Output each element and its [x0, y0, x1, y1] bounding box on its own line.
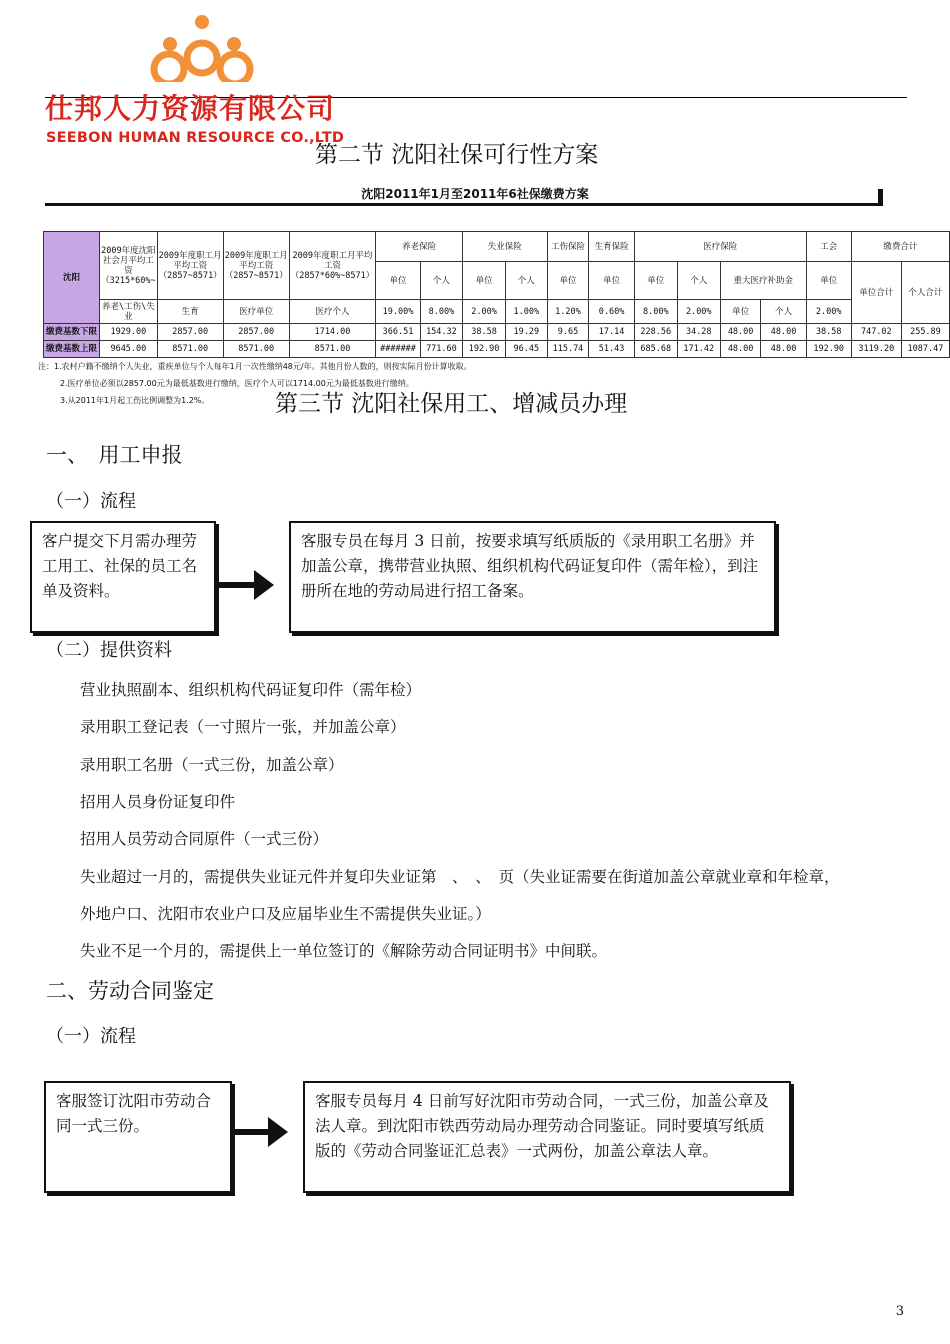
table-note: 3.从2011年1月起工伤比例调整为1.2%。	[60, 396, 210, 405]
union-header: 工会	[806, 232, 851, 262]
rate-cell: 19.00%	[376, 300, 421, 324]
company-name-en: SEEBON HUMAN RESOURCE CO.,LTD	[46, 130, 345, 146]
table-title: 沈阳2011年1月至2011年6社保缴费方案	[361, 187, 589, 201]
material-item: 录用职工名册（一式三份，加盖公章）	[80, 756, 344, 774]
rate-cell: 8.00%	[634, 300, 677, 324]
company-name-cn: 仕邦人力资源有限公司	[45, 92, 336, 125]
table-title-rule	[45, 203, 878, 206]
medical-header: 医疗保险	[634, 232, 806, 262]
personal-label: 个人	[420, 262, 462, 300]
value-cell: 1929.00	[100, 324, 158, 341]
part1-flow-label: （一）流程	[46, 491, 136, 512]
table-marker	[878, 189, 883, 206]
material-item: 营业执照副本、组织机构代码证复印件（需年检）	[80, 681, 422, 699]
value-cell: 192.90	[806, 341, 851, 358]
insurance-table	[43, 231, 950, 358]
value-cell: 771.60	[420, 341, 462, 358]
flow-box-contract-service: 客服专员每月 4 日前写好沈阳市劳动合同，一式三份，加盖公章及法人章。到沈阳市铁西劳动局办理劳动合同鉴证。同时要填写纸质版的《劳动合同鉴证汇总表》一式两份，加盖公章法人章。	[303, 1081, 791, 1193]
value-cell: 1714.00	[289, 324, 376, 341]
value-cell: 48.00	[761, 341, 806, 358]
materials-label: （二）提供资料	[46, 640, 172, 661]
table-row	[44, 324, 950, 341]
flow-arrow-icon	[268, 1117, 288, 1147]
value-cell: 51.43	[589, 341, 634, 358]
flow-box-client: 客户提交下月需办理劳工用工、社保的员工名单及资料。	[30, 521, 216, 633]
flow-box-service: 客服专员在每月 3 日前，按要求填写纸质版的《录用职工名册》并加盖公章，携带营业执照、组织机构代码证复印件（需年检），到注册所在地的劳动局进行招工备案。	[289, 521, 776, 633]
material-item: 外地户口、沈阳市农业户口及应届毕业生不需提供失业证。）	[80, 905, 491, 923]
company-logo-icon	[145, 14, 260, 82]
flow-box-contract-client: 客服签订沈阳市劳动合同一式三份。	[44, 1081, 232, 1193]
unit-label: 单位	[376, 262, 421, 300]
table-row	[44, 341, 950, 358]
rate-cell: 0.60%	[589, 300, 634, 324]
value-cell: 255.89	[901, 324, 949, 341]
value-cell: #######	[376, 341, 421, 358]
maternity-header: 生育保险	[589, 232, 634, 262]
flow-arrow-shaft	[216, 582, 254, 588]
personal-label: 个人	[677, 262, 720, 300]
rate-cell: 8.00%	[420, 300, 462, 324]
value-cell: 685.68	[634, 341, 677, 358]
value-cell: 228.56	[634, 324, 677, 341]
page-number: 3	[895, 1304, 904, 1319]
unit-total-label: 单位合计	[851, 262, 901, 324]
value-cell: 2857.00	[157, 324, 223, 341]
value-cell: 366.51	[376, 324, 421, 341]
value-cell: 9.65	[547, 324, 589, 341]
part2-heading: 二、劳动合同鉴定	[46, 979, 214, 1003]
table-note: 2.医疗单位必须以2857.00元为最低基数进行缴纳，医疗个人可以1714.00元为最低基数进行缴纳。	[60, 379, 414, 388]
value-cell: 96.45	[506, 341, 547, 358]
unit-label: 单位	[547, 262, 589, 300]
base-header-4: 2009年度职工月平均工资（2857*60%~8571）	[289, 232, 376, 300]
value-cell: 192.90	[463, 341, 506, 358]
unit-label: 单位	[806, 262, 851, 300]
section2-title: 第二节 沈阳社保可行性方案	[315, 142, 599, 168]
value-cell: 17.14	[589, 324, 634, 341]
value-cell: 8571.00	[223, 341, 289, 358]
personal-total-label: 个人合计	[901, 262, 949, 324]
value-cell: 48.00	[720, 324, 761, 341]
rate-cell: 1.00%	[506, 300, 547, 324]
row-label: 缴费基数下限	[44, 324, 100, 341]
value-cell: 154.32	[420, 324, 462, 341]
material-item: 招用人员身份证复印件	[80, 793, 236, 811]
value-cell: 3119.20	[851, 341, 901, 358]
rate-cell: 2.00%	[806, 300, 851, 324]
base-header-1: 2009年度沈阳社会月平均工资（3215*60%~	[100, 232, 158, 300]
material-item: 失业超过一月的，需提供失业证元件并复印失业证第 、 、 页（失业证需要在街道加盖公章就业章和年检章，	[80, 868, 840, 886]
flow-arrow-icon	[254, 570, 274, 600]
unit-label: 单位	[634, 262, 677, 300]
unit-label: 单位	[589, 262, 634, 300]
city-cell: 沈阳	[44, 232, 100, 324]
value-cell: 115.74	[547, 341, 589, 358]
row-label: 缴费基数上限	[44, 341, 100, 358]
value-cell: 19.29	[506, 324, 547, 341]
part1-heading: 一、 用工申报	[46, 443, 183, 467]
value-cell: 48.00	[720, 341, 761, 358]
value-cell: 2857.00	[223, 324, 289, 341]
base-type-2: 生育	[157, 300, 223, 324]
value-cell: 8571.00	[289, 341, 376, 358]
base-header-2: 2009年度职工月平均工资（2857~8571）	[157, 232, 223, 300]
value-cell: 38.58	[806, 324, 851, 341]
value-cell: 38.58	[463, 324, 506, 341]
value-cell: 747.02	[851, 324, 901, 341]
rate-cell: 2.00%	[463, 300, 506, 324]
part2-flow-label: （一）流程	[46, 1026, 136, 1047]
value-cell: 171.42	[677, 341, 720, 358]
flow-arrow-shaft	[232, 1129, 270, 1135]
base-type-3: 医疗单位	[223, 300, 289, 324]
personal-label: 个人	[506, 262, 547, 300]
value-cell: 48.00	[761, 324, 806, 341]
unemployment-header: 失业保险	[463, 232, 547, 262]
table-note: 注：1.农村户籍不缴纳个人失业，重疾单位与个人每年1月一次性缴纳48元/年。其他月份人数的，则按实际月份计算收取。	[38, 362, 472, 371]
section3-title: 第三节 沈阳社保用工、增减员办理	[275, 391, 628, 417]
rate-cell: 单位	[720, 300, 761, 324]
rate-cell: 2.00%	[677, 300, 720, 324]
base-type-1: 养老\工伤\失业	[100, 300, 158, 324]
value-cell: 1087.47	[901, 341, 949, 358]
injury-header: 工伤保险	[547, 232, 589, 262]
serious-illness-label: 重大医疗补助金	[720, 262, 806, 300]
rate-cell: 1.20%	[547, 300, 589, 324]
pension-header: 养老保险	[376, 232, 463, 262]
rate-cell: 个人	[761, 300, 806, 324]
material-item: 招用人员劳动合同原件（一式三份）	[80, 830, 329, 848]
value-cell: 8571.00	[157, 341, 223, 358]
value-cell: 34.28	[677, 324, 720, 341]
base-header-3: 2009年度职工月平均工资（2857~8571）	[223, 232, 289, 300]
material-item: 失业不足一个月的，需提供上一单位签订的《解除劳动合同证明书》中间联。	[80, 942, 608, 960]
value-cell: 9645.00	[100, 341, 158, 358]
total-header: 缴费合计	[851, 232, 949, 262]
base-type-4: 医疗个人	[289, 300, 376, 324]
unit-label: 单位	[463, 262, 506, 300]
material-item: 录用职工登记表（一寸照片一张，并加盖公章）	[80, 718, 406, 736]
